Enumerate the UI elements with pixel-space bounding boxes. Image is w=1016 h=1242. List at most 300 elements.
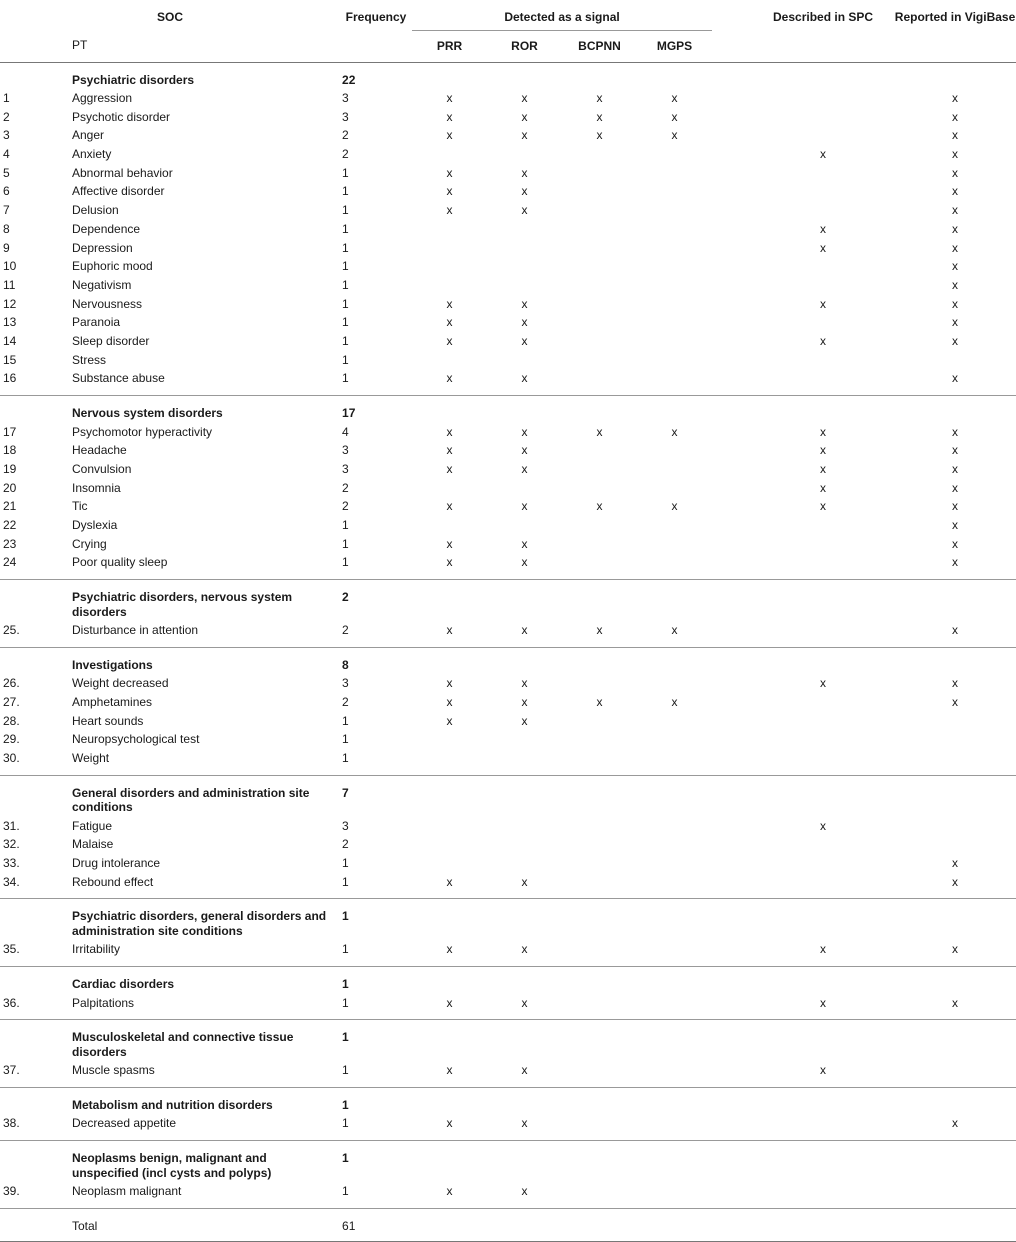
pt-frequency: 3 bbox=[342, 443, 349, 458]
row-number: 11 bbox=[3, 277, 16, 292]
mgps-mark bbox=[637, 203, 712, 222]
row-number: 30. bbox=[3, 750, 20, 765]
vigibase-mark: x bbox=[952, 109, 959, 124]
row-number: 8 bbox=[3, 221, 10, 236]
bcpnn-mark: x bbox=[596, 109, 603, 124]
ror-mark bbox=[487, 481, 562, 500]
table-row bbox=[0, 315, 1016, 334]
bcpnn-mark bbox=[562, 856, 637, 875]
vigibase-mark: x bbox=[952, 333, 959, 348]
mgps-mark bbox=[637, 371, 712, 395]
spc-mark bbox=[752, 110, 894, 129]
pt-frequency: 2 bbox=[342, 837, 349, 852]
vigibase-mark: x bbox=[952, 942, 959, 957]
row-number: 24 bbox=[3, 555, 17, 570]
mgps-mark bbox=[637, 875, 712, 899]
row-number: 6 bbox=[3, 184, 10, 199]
row-number: 15 bbox=[3, 352, 17, 367]
ror-mark: x bbox=[521, 623, 528, 637]
spc-mark bbox=[752, 518, 894, 537]
vigibase-mark: x bbox=[952, 676, 959, 691]
soc-name: Metabolism and nutrition disorders bbox=[58, 1087, 340, 1116]
bcpnn-mark bbox=[562, 875, 637, 899]
bcpnn-mark bbox=[562, 1184, 637, 1208]
spc-mark: x bbox=[820, 240, 827, 255]
vigibase-mark: x bbox=[952, 443, 959, 458]
ror-mark: x bbox=[521, 1116, 528, 1131]
spc-mark: x bbox=[820, 461, 827, 476]
spc-mark bbox=[752, 166, 894, 185]
ror-mark: x bbox=[521, 536, 528, 551]
prr-mark: x bbox=[446, 91, 453, 105]
prr-mark: x bbox=[446, 296, 453, 311]
pt-frequency: 1 bbox=[342, 296, 349, 311]
ror-mark: x bbox=[521, 203, 528, 218]
vigibase-mark: x bbox=[952, 221, 959, 236]
table-row bbox=[0, 555, 1016, 579]
soc-frequency: 1 bbox=[340, 1087, 412, 1116]
vigibase-mark: x bbox=[952, 874, 959, 889]
bcpnn-mark: x bbox=[596, 623, 603, 637]
ror-mark bbox=[487, 732, 562, 751]
preferred-term: Headache bbox=[72, 443, 127, 458]
ror-mark: x bbox=[521, 424, 528, 439]
row-number: 34. bbox=[3, 874, 20, 889]
row-number: 25. bbox=[3, 623, 20, 637]
ror-mark: x bbox=[521, 315, 528, 330]
spc-mark: x bbox=[820, 296, 827, 311]
table-row bbox=[0, 714, 1016, 733]
table-row bbox=[0, 1116, 1016, 1140]
vigibase-mark: x bbox=[952, 128, 959, 143]
soc-name: Psychiatric disorders bbox=[72, 72, 195, 87]
ror-mark: x bbox=[521, 1184, 528, 1199]
spc-mark bbox=[752, 371, 894, 395]
prr-mark: x bbox=[446, 203, 453, 218]
pt-frequency: 1 bbox=[342, 1063, 349, 1078]
vigibase-mark: x bbox=[952, 315, 959, 330]
prr-mark bbox=[412, 278, 487, 297]
prr-mark: x bbox=[446, 109, 453, 124]
pt-frequency: 2 bbox=[342, 147, 349, 162]
bcpnn-mark bbox=[562, 371, 637, 395]
table-row bbox=[0, 259, 1016, 278]
soc-name: Nervous system disorders bbox=[58, 396, 340, 425]
prr-mark bbox=[412, 147, 487, 166]
preferred-term: Stress bbox=[72, 352, 107, 367]
table-row bbox=[0, 203, 1016, 222]
ror-mark: x bbox=[521, 555, 528, 570]
preferred-term: Aggression bbox=[72, 91, 133, 105]
mgps-mark: x bbox=[671, 91, 678, 105]
total-label: Total bbox=[58, 1208, 340, 1242]
table-row bbox=[0, 623, 1016, 647]
ror-mark bbox=[487, 222, 562, 241]
vigibase-mark: x bbox=[952, 165, 959, 180]
preferred-term: Muscle spasms bbox=[72, 1063, 155, 1078]
row-number: 20 bbox=[3, 480, 17, 495]
preferred-term: Crying bbox=[72, 536, 107, 551]
preferred-term: Convulsion bbox=[72, 461, 132, 476]
ror-mark bbox=[487, 278, 562, 297]
table-row bbox=[0, 996, 1016, 1020]
preferred-term: Delusion bbox=[72, 203, 119, 218]
vigibase-mark: x bbox=[952, 480, 959, 495]
pt-frequency: 2 bbox=[342, 694, 349, 709]
row-number: 17 bbox=[3, 424, 17, 439]
pt-frequency: 3 bbox=[342, 461, 349, 476]
vigibase-mark bbox=[894, 1184, 1016, 1208]
pt-frequency: 1 bbox=[342, 259, 349, 274]
spc-mark: x bbox=[820, 1063, 827, 1078]
bcpnn-mark bbox=[562, 942, 637, 966]
mgps-mark bbox=[637, 942, 712, 966]
bcpnn-mark bbox=[562, 676, 637, 695]
mgps-mark bbox=[637, 481, 712, 500]
prr-mark: x bbox=[446, 1063, 453, 1078]
pt-frequency: 2 bbox=[342, 623, 349, 637]
ror-mark: x bbox=[521, 91, 528, 105]
prr-mark: x bbox=[446, 676, 453, 691]
table-row bbox=[0, 147, 1016, 166]
row-number: 22 bbox=[3, 517, 17, 532]
bcpnn-mark bbox=[562, 203, 637, 222]
vigibase-mark: x bbox=[952, 461, 959, 476]
ror-mark bbox=[487, 856, 562, 875]
bcpnn-mark bbox=[562, 714, 637, 733]
ror-mark: x bbox=[521, 184, 528, 199]
preferred-term: Insomnia bbox=[72, 480, 121, 495]
soc-group-row bbox=[0, 396, 1016, 425]
row-number: 1 bbox=[3, 91, 10, 105]
ror-mark bbox=[487, 259, 562, 278]
ror-mark: x bbox=[521, 296, 528, 311]
ror-mark: x bbox=[521, 713, 528, 728]
prr-mark: x bbox=[446, 371, 453, 386]
soc-group-row bbox=[0, 899, 1016, 943]
preferred-term: Weight decreased bbox=[72, 676, 169, 691]
pt-frequency: 1 bbox=[342, 713, 349, 728]
spc-mark bbox=[752, 695, 894, 714]
bcpnn-mark bbox=[562, 1063, 637, 1087]
row-number: 39. bbox=[3, 1184, 20, 1199]
mgps-mark bbox=[637, 147, 712, 166]
bcpnn-mark bbox=[562, 334, 637, 353]
mgps-mark bbox=[637, 1184, 712, 1208]
vigibase-mark: x bbox=[952, 296, 959, 311]
vigibase-mark: x bbox=[952, 499, 959, 514]
prr-mark: x bbox=[446, 461, 453, 476]
vigibase-mark: x bbox=[952, 203, 959, 218]
soc-name: Psychiatric disorders, nervous system disorders bbox=[58, 580, 340, 624]
row-number: 31. bbox=[3, 818, 20, 833]
mgps-mark bbox=[637, 996, 712, 1020]
soc-frequency: 2 bbox=[340, 580, 412, 624]
prr-mark: x bbox=[446, 623, 453, 637]
bcpnn-mark bbox=[562, 443, 637, 462]
row-number: 23 bbox=[3, 536, 17, 551]
soc-frequency: 22 bbox=[342, 72, 356, 87]
bcpnn-mark: x bbox=[596, 91, 603, 105]
row-number: 9 bbox=[3, 240, 10, 255]
pt-frequency: 3 bbox=[342, 818, 349, 833]
bcpnn-mark: x bbox=[596, 499, 603, 514]
vigibase-mark: x bbox=[952, 91, 959, 105]
prr-mark: x bbox=[446, 555, 453, 570]
row-number: 38. bbox=[3, 1116, 20, 1131]
table-row bbox=[0, 518, 1016, 537]
preferred-term: Sleep disorder bbox=[72, 333, 150, 348]
spc-mark bbox=[752, 128, 894, 147]
mgps-mark bbox=[637, 537, 712, 556]
mgps-mark: x bbox=[671, 694, 678, 709]
mgps-mark bbox=[637, 334, 712, 353]
prr-mark: x bbox=[446, 694, 453, 709]
mgps-mark: x bbox=[671, 499, 678, 514]
pt-frequency: 1 bbox=[342, 995, 349, 1010]
prr-mark: x bbox=[446, 874, 453, 889]
preferred-term: Malaise bbox=[72, 837, 114, 852]
vigibase-mark: x bbox=[952, 184, 959, 199]
mgps-mark bbox=[637, 751, 712, 775]
soc-name: Neoplasms benign, malignant and unspecified (incl cysts and polyps) bbox=[58, 1141, 340, 1185]
preferred-term: Disturbance in attention bbox=[72, 623, 199, 637]
bcpnn-mark: x bbox=[596, 128, 603, 143]
mgps-mark bbox=[637, 462, 712, 481]
spc-mark bbox=[752, 856, 894, 875]
table-row bbox=[0, 371, 1016, 395]
row-number: 36. bbox=[3, 995, 20, 1010]
header-frequency: Frequency bbox=[345, 10, 407, 24]
pt-frequency: 1 bbox=[342, 352, 349, 367]
prr-mark: x bbox=[446, 184, 453, 199]
vigibase-mark bbox=[894, 353, 1016, 372]
vigibase-mark: x bbox=[952, 277, 959, 292]
vigibase-mark: x bbox=[952, 694, 959, 709]
preferred-term: Dyslexia bbox=[72, 517, 118, 532]
mgps-mark bbox=[637, 315, 712, 334]
preferred-term: Psychomotor hyperactivity bbox=[72, 424, 213, 439]
pt-frequency: 1 bbox=[342, 555, 349, 570]
ror-mark: x bbox=[521, 461, 528, 476]
bcpnn-mark bbox=[562, 297, 637, 316]
soc-group-row bbox=[0, 647, 1016, 676]
row-number: 16 bbox=[3, 371, 17, 386]
row-number: 7 bbox=[3, 203, 10, 218]
spc-mark bbox=[752, 184, 894, 203]
soc-frequency: 1 bbox=[340, 1141, 412, 1185]
spc-mark: x bbox=[820, 221, 827, 236]
ror-mark: x bbox=[521, 694, 528, 709]
pt-frequency: 3 bbox=[342, 91, 349, 105]
pt-frequency: 1 bbox=[342, 240, 349, 255]
table-row bbox=[0, 695, 1016, 714]
preferred-term: Palpitations bbox=[72, 995, 135, 1010]
prr-mark: x bbox=[446, 1116, 453, 1131]
table-row bbox=[0, 353, 1016, 372]
spc-mark bbox=[752, 837, 894, 856]
prr-mark bbox=[412, 222, 487, 241]
pt-frequency: 1 bbox=[342, 221, 349, 236]
prr-mark bbox=[412, 518, 487, 537]
pt-frequency: 1 bbox=[342, 1116, 349, 1131]
preferred-term: Weight bbox=[72, 750, 110, 765]
preferred-term: Amphetamines bbox=[72, 694, 153, 709]
table-row bbox=[0, 1063, 1016, 1087]
ror-mark bbox=[487, 518, 562, 537]
mgps-mark bbox=[637, 222, 712, 241]
soc-group-row bbox=[0, 62, 1016, 91]
prr-mark: x bbox=[446, 315, 453, 330]
vigibase-mark: x bbox=[952, 1116, 959, 1131]
preferred-term: Tic bbox=[72, 499, 88, 514]
soc-frequency: 7 bbox=[340, 775, 412, 819]
ror-mark bbox=[487, 353, 562, 372]
ror-mark: x bbox=[521, 128, 528, 143]
mgps-mark bbox=[637, 837, 712, 856]
soc-frequency: 1 bbox=[340, 967, 412, 996]
row-number: 4 bbox=[3, 147, 10, 162]
prr-mark bbox=[412, 259, 487, 278]
bcpnn-mark bbox=[562, 166, 637, 185]
pt-frequency: 1 bbox=[342, 856, 349, 870]
preferred-term: Nervousness bbox=[72, 296, 143, 311]
mgps-mark bbox=[637, 278, 712, 297]
mgps-mark bbox=[637, 1116, 712, 1140]
bcpnn-mark bbox=[562, 537, 637, 556]
bcpnn-mark bbox=[562, 732, 637, 751]
soc-group-row bbox=[0, 580, 1016, 624]
vigibase-mark: x bbox=[952, 147, 959, 162]
soc-group-row bbox=[0, 1020, 1016, 1064]
mgps-mark bbox=[637, 353, 712, 372]
pt-frequency: 1 bbox=[342, 750, 349, 765]
table-row bbox=[0, 819, 1016, 838]
vigibase-mark: x bbox=[952, 517, 959, 532]
prr-mark: x bbox=[446, 443, 453, 458]
table-header bbox=[0, 0, 1016, 62]
bcpnn-mark bbox=[562, 278, 637, 297]
table-row bbox=[0, 462, 1016, 481]
bcpnn-mark bbox=[562, 555, 637, 579]
bcpnn-mark bbox=[562, 996, 637, 1020]
spc-mark bbox=[752, 732, 894, 751]
soc-group-row bbox=[0, 1087, 1016, 1116]
ror-mark: x bbox=[521, 109, 528, 124]
pt-frequency: 1 bbox=[342, 315, 349, 330]
bcpnn-mark bbox=[562, 1116, 637, 1140]
table-row bbox=[0, 91, 1016, 110]
header-bcpnn: BCPNN bbox=[562, 30, 637, 62]
ror-mark: x bbox=[521, 942, 528, 957]
header-pt: PT bbox=[58, 30, 340, 62]
spc-mark: x bbox=[820, 443, 827, 458]
ror-mark: x bbox=[521, 333, 528, 348]
preferred-term: Abnormal behavior bbox=[72, 165, 173, 180]
soc-name: Musculoskeletal and connective tissue disorders bbox=[58, 1020, 340, 1064]
table-row bbox=[0, 278, 1016, 297]
soc-group-row bbox=[0, 1141, 1016, 1185]
preferred-term: Neoplasm malignant bbox=[72, 1184, 182, 1199]
bcpnn-mark bbox=[562, 315, 637, 334]
spc-mark bbox=[752, 555, 894, 579]
mgps-mark: x bbox=[671, 128, 678, 143]
pt-frequency: 1 bbox=[342, 277, 349, 292]
prr-mark: x bbox=[446, 942, 453, 957]
pt-frequency: 1 bbox=[342, 517, 349, 532]
vigibase-mark: x bbox=[952, 240, 959, 255]
spc-mark bbox=[752, 1184, 894, 1208]
table-row bbox=[0, 856, 1016, 875]
ror-mark bbox=[487, 819, 562, 838]
pt-frequency: 4 bbox=[342, 424, 349, 439]
preferred-term: Neuropsychological test bbox=[72, 732, 200, 747]
bcpnn-mark bbox=[562, 241, 637, 260]
table-row bbox=[0, 241, 1016, 260]
prr-mark: x bbox=[446, 1184, 453, 1199]
spc-mark: x bbox=[820, 995, 827, 1010]
prr-mark bbox=[412, 856, 487, 875]
bcpnn-mark bbox=[562, 481, 637, 500]
row-number: 18 bbox=[3, 443, 17, 458]
table-body bbox=[0, 62, 1016, 1208]
preferred-term: Negativism bbox=[72, 277, 132, 292]
header-soc: SOC bbox=[157, 10, 184, 24]
prr-mark: x bbox=[446, 333, 453, 348]
header-detected-as-signal: Detected as a signal bbox=[412, 0, 712, 30]
pt-frequency: 1 bbox=[342, 165, 349, 180]
prr-mark: x bbox=[446, 713, 453, 728]
mgps-mark bbox=[637, 856, 712, 875]
header-ror: ROR bbox=[487, 30, 562, 62]
soc-name: General disorders and administration site conditions bbox=[58, 775, 340, 819]
prr-mark bbox=[412, 481, 487, 500]
table-row bbox=[0, 499, 1016, 518]
spc-mark: x bbox=[820, 424, 827, 439]
vigibase-mark bbox=[894, 1063, 1016, 1087]
spc-mark bbox=[752, 1116, 894, 1140]
bcpnn-mark: x bbox=[596, 694, 603, 709]
pt-frequency: 1 bbox=[342, 874, 349, 889]
bcpnn-mark bbox=[562, 518, 637, 537]
row-number: 32. bbox=[3, 837, 20, 852]
bcpnn-mark bbox=[562, 147, 637, 166]
table-row bbox=[0, 184, 1016, 203]
mgps-mark bbox=[637, 732, 712, 751]
ror-mark bbox=[487, 751, 562, 775]
vigibase-mark bbox=[894, 714, 1016, 733]
preferred-term: Poor quality sleep bbox=[72, 555, 168, 570]
pt-frequency: 1 bbox=[342, 942, 349, 957]
vigibase-mark: x bbox=[952, 536, 959, 551]
row-number: 37. bbox=[3, 1063, 20, 1078]
spc-mark: x bbox=[820, 818, 827, 833]
row-number: 28. bbox=[3, 713, 20, 728]
row-number: 14 bbox=[3, 333, 17, 348]
row-number: 26. bbox=[3, 676, 20, 691]
preferred-term: Drug intolerance bbox=[72, 856, 161, 870]
vigibase-mark bbox=[894, 837, 1016, 856]
table-row bbox=[0, 751, 1016, 775]
spc-mark: x bbox=[820, 499, 827, 514]
pt-frequency: 1 bbox=[342, 184, 349, 199]
vigibase-mark: x bbox=[952, 424, 959, 439]
table-row bbox=[0, 166, 1016, 185]
preferred-term: Anxiety bbox=[72, 147, 112, 162]
vigibase-mark: x bbox=[952, 623, 959, 637]
prr-mark bbox=[412, 751, 487, 775]
mgps-mark bbox=[637, 443, 712, 462]
